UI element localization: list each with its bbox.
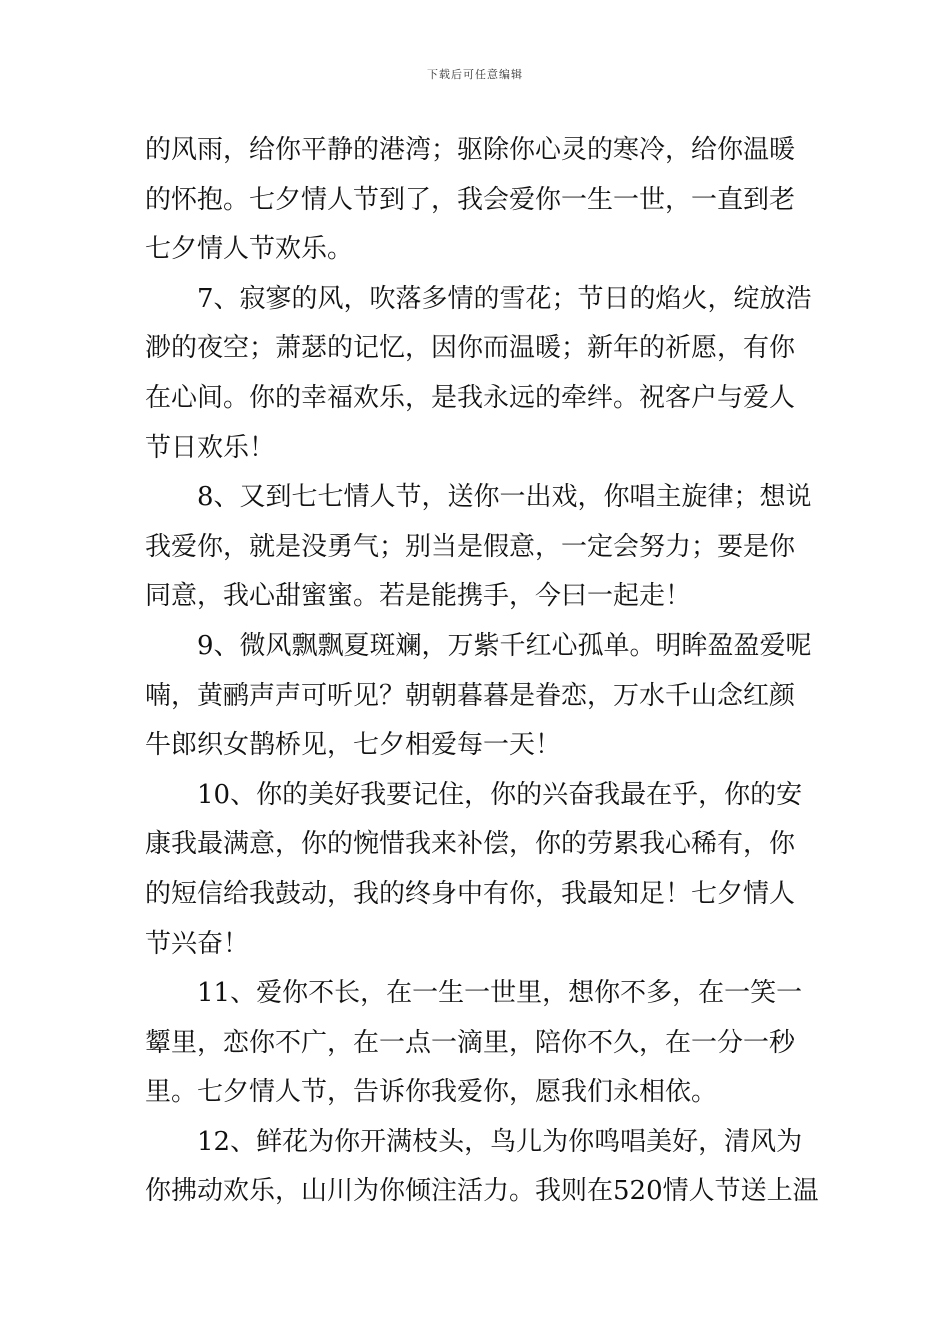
paragraph-start-line: 7、寂寥的风，吹落多情的雪花；节日的焰火，绽放浩 bbox=[197, 283, 812, 314]
page-header: 下载后可任意编辑 bbox=[427, 68, 523, 81]
text-line: 七夕情人节欢乐。 bbox=[145, 234, 354, 265]
text-line: 在心间。你的幸福欢乐，是我永远的牵绊。祝客户与爱人 bbox=[145, 382, 796, 413]
text-line: 颦里，恋你不广，在一点一滴里，陪你不久，在一分一秒 bbox=[145, 1027, 796, 1058]
text-line: 的风雨，给你平静的港湾；驱除你心灵的寒冷，给你温暖 bbox=[145, 135, 796, 165]
text-line: 渺的夜空；萧瑟的记忆，因你而温暖；新年的祈愿，有你 bbox=[145, 333, 796, 364]
text-line: 的短信给我鼓动，我的终身中有你，我最知足！七夕情人 bbox=[145, 878, 796, 909]
text-line: 里。七夕情人节，告诉你我爱你，愿我们永相依。 bbox=[145, 1077, 718, 1108]
paragraph-start-line: 10、你的美好我要记住，你的兴奋我最在乎，你的安 bbox=[197, 779, 803, 810]
paragraph-start-line: 12、鲜花为你开满枝头，鸟儿为你鸣唱美好，清风为 bbox=[197, 1126, 803, 1157]
text-line: 的怀抱。七夕情人节到了，我会爱你一生一世，一直到老 bbox=[145, 184, 796, 215]
text-line: 牛郎织女鹊桥见，七夕相爱每一天！ bbox=[145, 730, 562, 761]
text-line: 同意，我心甜蜜蜜。若是能携手，今曰一起走！ bbox=[145, 581, 692, 612]
text-line: 喃，黄鹂声声可听见？朝朝暮暮是眷恋，万水千山念红颜 bbox=[145, 680, 796, 711]
text-line: 我爱你，就是没勇气；别当是假意，一定会努力；要是你 bbox=[145, 531, 796, 562]
text-line: 你拂动欢乐，山川为你倾注活力。我则在520情人节送上温 bbox=[145, 1176, 819, 1207]
paragraph-start-line: 9、微风飘飘夏斑斓，万紫千红心孤单。明眸盈盈爱呢 bbox=[197, 630, 812, 661]
text-line: 节兴奋！ bbox=[145, 928, 250, 959]
text-line: 康我最满意，你的惋惜我来补偿，你的劳累我心稀有，你 bbox=[145, 829, 796, 860]
paragraph-start-line: 8、又到七七情人节，送你一出戏，你唱主旋律；想说 bbox=[197, 482, 812, 513]
paragraph-start-line: 11、爱你不长，在一生一世里，想你不多，在一笑一 bbox=[197, 978, 803, 1009]
text-line: 节日欢乐！ bbox=[145, 432, 276, 463]
document-body bbox=[145, 126, 819, 1217]
